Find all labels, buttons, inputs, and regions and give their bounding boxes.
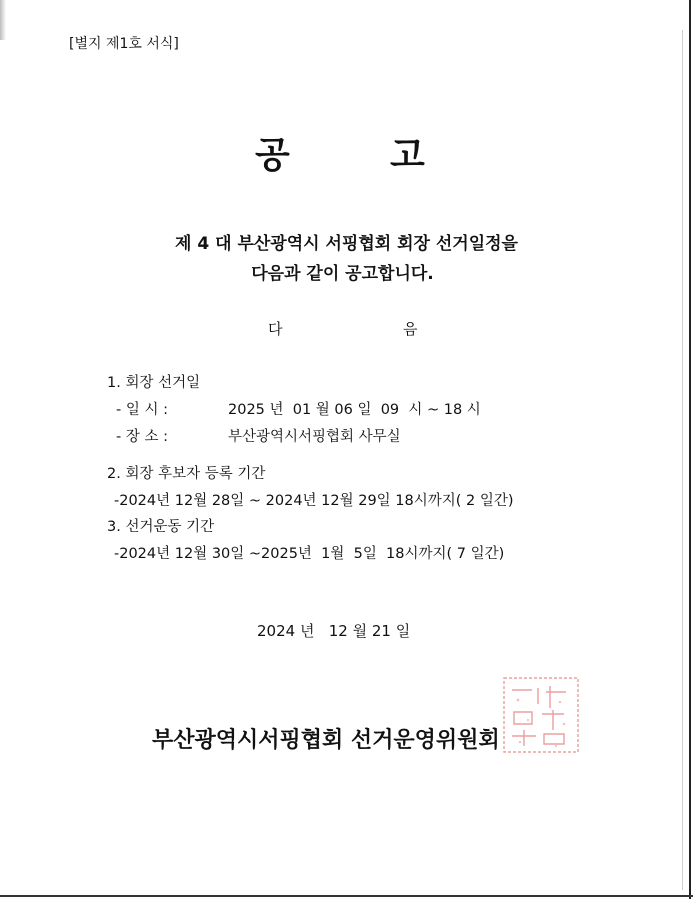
section-2-heading: 2. 회장 후보자 등록 기간 (107, 466, 266, 482)
intro-line-2: 다음과 같이 공고합니다. (251, 264, 434, 284)
schedule-place-value: 부산광역시서핑협회 사무실 (228, 429, 401, 445)
official-seal-stamp (498, 672, 584, 758)
scan-edge-shadow (0, 0, 6, 40)
organization-name: 부산광역시서핑협회 선거운영위원회 (152, 728, 500, 753)
scan-edge-bottom (0, 895, 693, 897)
section-3-heading: 3. 선거운동 기간 (107, 519, 215, 535)
scan-edge-right (689, 0, 691, 899)
da-eum-char-2: 음 (403, 320, 418, 338)
title-char-1: 공 (255, 135, 290, 176)
form-label: [별지 제1호 서식] (69, 36, 179, 52)
schedule-place-label: - 장 소 : (116, 429, 168, 445)
da-eum-char-1: 다 (268, 320, 283, 338)
title-char-2: 고 (390, 135, 425, 176)
announcement-date: 2024 년 12 월 21 일 (257, 622, 411, 640)
schedule-time-label: - 일 시 : (116, 402, 168, 418)
schedule-time-value: 2025 년 01 월 06 일 09 시 ~ 18 시 (228, 402, 481, 418)
campaign-period: -2024년 12월 30일 ~2025년 1월 5일 18시까지( 7 일간) (114, 546, 505, 562)
scan-edge-inner-line (682, 30, 683, 890)
section-1-heading: 1. 회장 선거일 (107, 375, 201, 391)
intro-line-1: 제 4 대 부산광역시 서핑협회 회장 선거일정을 (175, 234, 518, 254)
registration-period: -2024년 12월 28일 ~ 2024년 12월 29일 18시까지( 2 일간) (114, 493, 514, 509)
